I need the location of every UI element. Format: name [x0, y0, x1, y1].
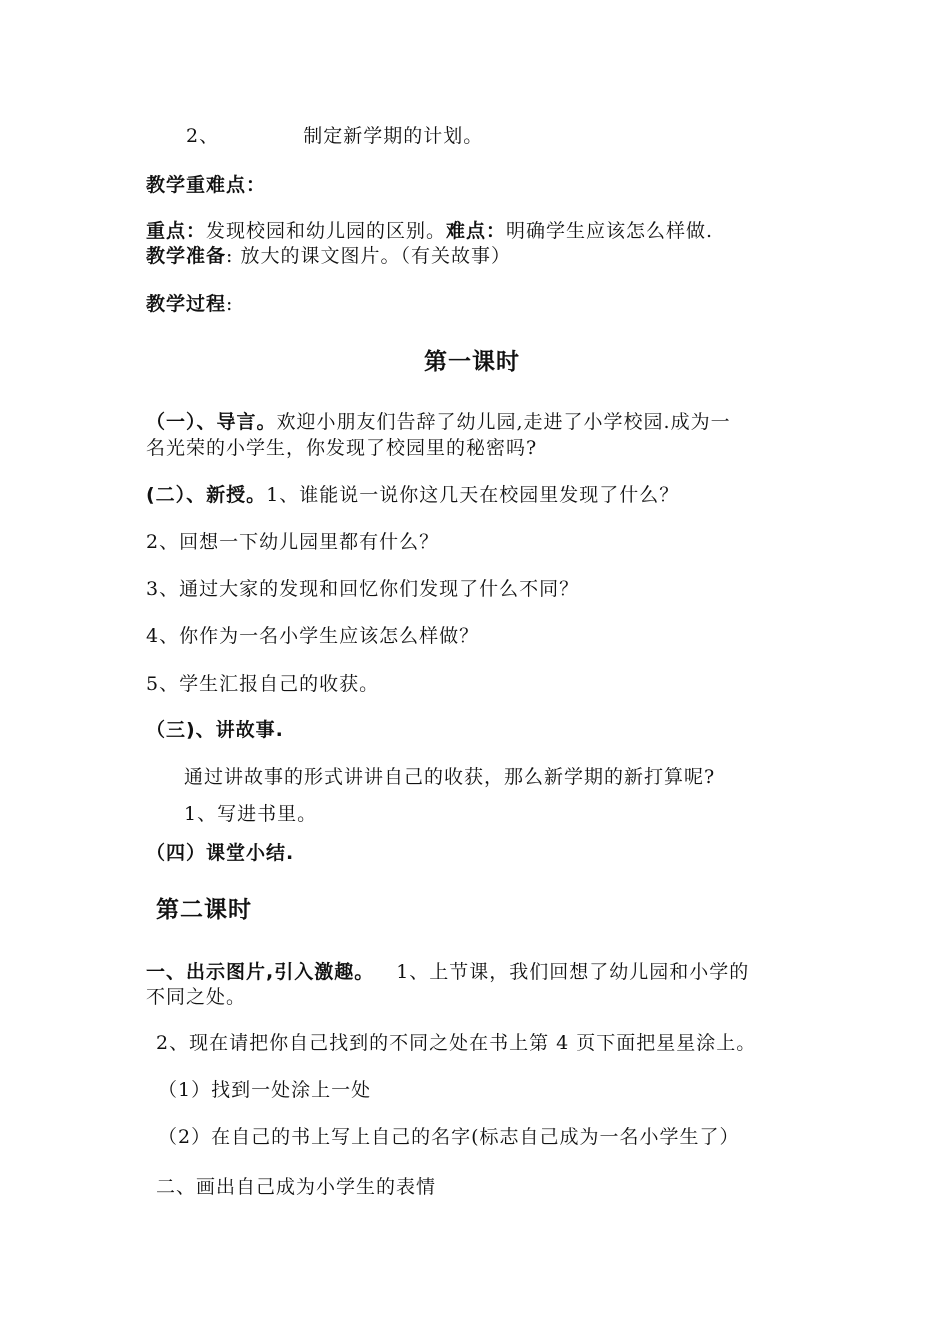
lesson-1-part-4-label: （四）课堂小结.	[146, 842, 295, 864]
lesson-1-question-3: 3、通过大家的发现和回忆你们发现了什么不同？	[146, 578, 580, 600]
key-point-label: 重点：	[146, 220, 207, 242]
lesson-1-part-3-text: 通过讲故事的形式讲讲自己的收获，那么新学期的新打算呢?	[184, 766, 716, 788]
lesson-1-question-2: 2、回想一下幼儿园里都有什么？	[146, 531, 440, 553]
lesson-1-part-1-line-1	[146, 410, 731, 434]
difficult-point-text: 明确学生应该怎么样做.	[506, 220, 714, 242]
lesson-1-part-1-line-2: 名光荣的小学生，你发现了校园里的秘密吗?	[146, 437, 538, 459]
preparation-label: 教学准备	[146, 245, 227, 267]
lesson-1-part-3-item-1: 1、写进书里。	[184, 803, 318, 825]
preparation-line	[146, 244, 511, 268]
key-difficult-heading: 教学重难点：	[146, 174, 267, 196]
lesson-1-part-1-label: （一）、导言。	[146, 411, 277, 433]
key-difficult-line	[146, 219, 713, 243]
lesson-1-question-5: 5、学生汇报自己的收获。	[146, 673, 380, 695]
lesson-2-item-2: 2、现在请把你自己找到的不同之处在书上第 4 页下面把星星涂上。	[156, 1032, 757, 1054]
objective-item-2	[186, 124, 483, 148]
lesson-2-sub-item-2: （2）在自己的书上写上自己的名字(标志自己成为一名小学生了）	[158, 1126, 740, 1148]
lesson-2-title: 第二课时	[156, 897, 252, 923]
lesson-1-title: 第一课时	[424, 349, 520, 375]
lesson-1-part-1-text: 欢迎小朋友们告辞了幼儿园,走进了小学校园.成为一	[276, 411, 731, 433]
process-colon: :	[226, 293, 234, 315]
lesson-1-part-2-line	[146, 483, 679, 507]
objective-item-2-text: 制定新学期的计划。	[303, 125, 484, 147]
lesson-2-part-1-line-1	[146, 960, 749, 984]
objective-item-2-number: 2、	[186, 125, 220, 147]
lesson-2-part-1-label: 一、出示图片,引入激趣。	[146, 961, 375, 983]
lesson-1-part-3-label: （三)、讲故事.	[146, 719, 284, 741]
lesson-1-question-4: 4、你作为一名小学生应该怎么样做？	[146, 625, 480, 647]
process-label: 教学过程	[146, 293, 227, 315]
key-point-text: 发现校园和幼儿园的区别。	[206, 220, 447, 242]
lesson-2-sub-item-1: （1）找到一处涂上一处	[158, 1079, 372, 1101]
lesson-2-part-1-line-2: 不同之处。	[146, 986, 247, 1008]
lesson-2-part-1-text: 1、上节课，我们回想了幼儿园和小学的	[396, 961, 750, 983]
process-heading	[146, 292, 233, 316]
lesson-1-part-2-label: (二）、新授。	[146, 484, 267, 506]
preparation-text: : 放大的课文图片。（有关故事）	[226, 245, 511, 267]
lesson-1-part-2-question-1: 1、谁能说一说你这几天在校园里发现了什么？	[266, 484, 680, 506]
lesson-2-part-2: 二、画出自己成为小学生的表情	[156, 1176, 437, 1198]
difficult-point-label: 难点：	[446, 220, 507, 242]
